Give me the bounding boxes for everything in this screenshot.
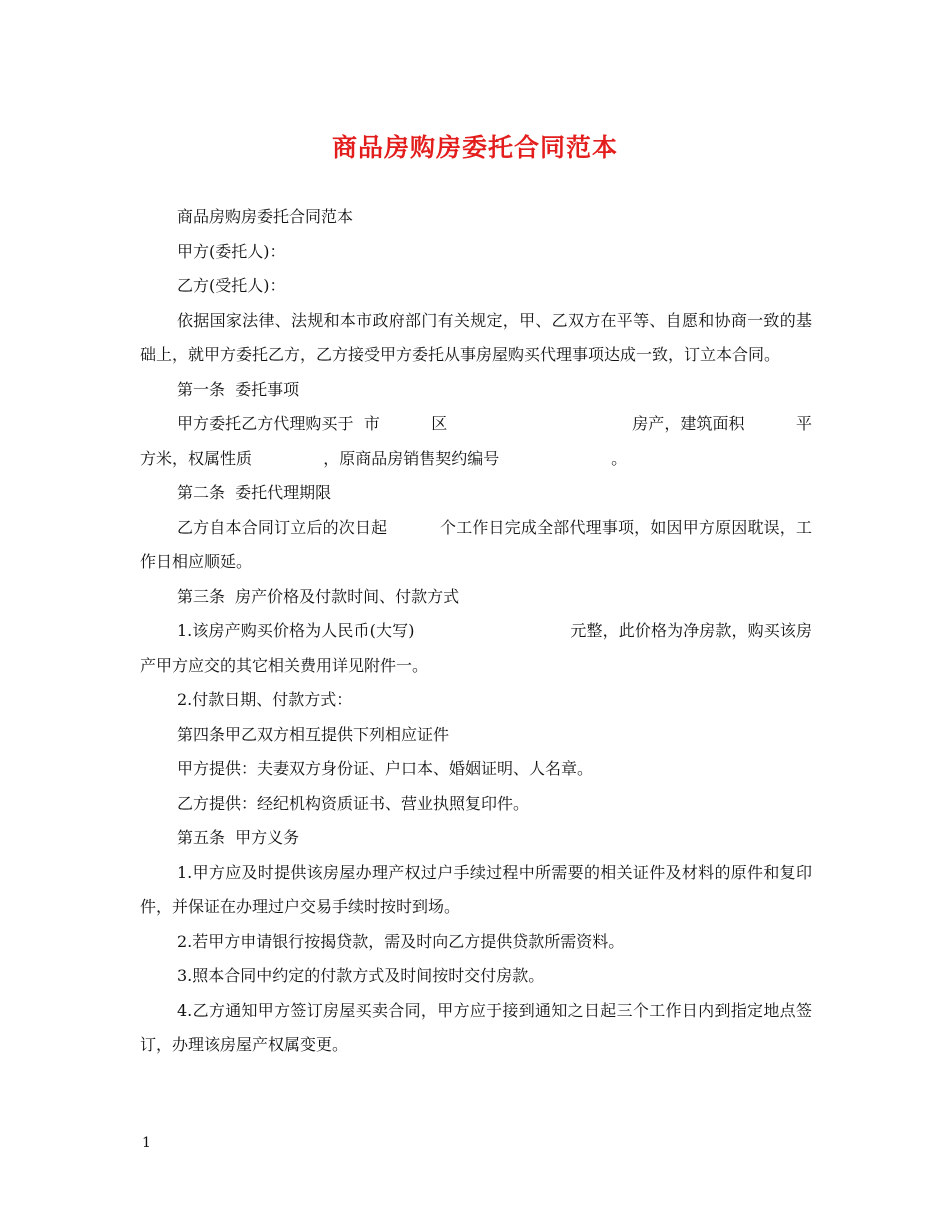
page-number: 1	[142, 1135, 151, 1151]
paragraph: 甲方提供：夫妻双方身份证、户口本、婚姻证明、人名章。	[177, 759, 594, 778]
paragraph: 2.若甲方申请银行按揭贷款，需及时向乙方提供贷款所需资料。	[177, 931, 625, 951]
section-heading: 第五条 甲方义务	[177, 828, 300, 847]
paragraph: 3.照本合同中约定的付款方式及时间按时交付房款。	[177, 966, 545, 985]
section-heading: 第四条甲乙双方相互提供下列相应证件	[177, 724, 450, 744]
paragraph: 2.付款日期、付款方式：	[177, 690, 353, 709]
document-body	[140, 200, 812, 1063]
paragraph: 1.该房产购买价格为人民币(大写) 元整，此价格为净房款，购买该房产甲方应交的其它相关费用详见附件一。	[140, 621, 812, 675]
section-heading: 第二条 委托代理期限	[177, 483, 332, 502]
paragraph: 乙方(受托人)：	[177, 276, 286, 295]
section-heading: 第一条 委托事项	[177, 379, 300, 399]
paragraph: 商品房购房委托合同范本	[177, 207, 354, 226]
paragraph: 甲方(委托人)：	[177, 241, 286, 261]
paragraph: 甲方委托乙方代理购买于 市 区 房产，建筑面积 平方米，权属性质 ，原商品房销售契约编号 。	[140, 414, 812, 468]
paragraph: 乙方提供：经纪机构资质证书、营业执照复印件。	[177, 793, 530, 813]
paragraph: 4.乙方通知甲方签订房屋买卖合同，甲方应于接到通知之日起三个工作日内到指定地点签订，办理该房屋产权属变更。	[140, 1000, 812, 1054]
paragraph: 1.甲方应及时提供该房屋办理产权过户手续过程中所需要的相关证件及材料的原件和复印件，并保证在办理过户交易手续时按时到场。	[140, 862, 812, 916]
paragraph: 依据国家法律、法规和本市政府部门有关规定，甲、乙双方在平等、自愿和协商一致的基础上，就甲方委托乙方，乙方接受甲方委托从事房屋购买代理事项达成一致，订立本合同。	[140, 310, 812, 364]
document-title: 商品房购房委托合同范本	[331, 133, 618, 162]
section-heading: 第三条 房产价格及付款时间、付款方式	[177, 586, 460, 606]
paragraph: 乙方自本合同订立后的次日起 个工作日完成全部代理事项，如因甲方原因耽误，工作日相应顺延。	[140, 517, 812, 571]
